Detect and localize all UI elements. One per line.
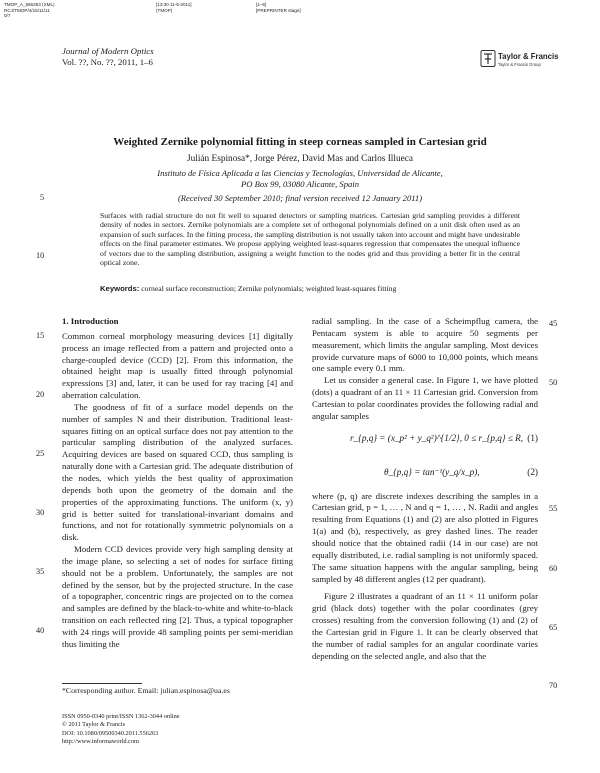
publisher-logo — [480, 50, 560, 74]
copyright: © 2011 Taylor & Francis — [62, 721, 126, 729]
line-number: 50 — [549, 378, 558, 387]
header-line: RCJ/TMOP/4/15/11/11 — [4, 7, 50, 13]
paragraph: radial sampling. In the case of a Scheimpflug camera, the Pentacam system is able to acquire 50 segments per measurement, which limits the angular sampling. Most devices provide curvature maps of 6000 to 10,000 points, which means one sample every 0.1 mm. — [312, 316, 538, 374]
paragraph: Figure 2 illustrates a quadrant of an 11 × 11 uniform polar grid (black dots) together with the polar coordinates (grey crosses) resulting from the conversion following (1) and (2) of the Cartesian grid in Figure 1. It can be clearly observed that the number of radial samples for an angular coordinate varies depending on the selected angle, and also that the — [312, 591, 538, 661]
line-number: 5 — [40, 193, 45, 202]
running-header-center — [156, 2, 192, 13]
running-header-left — [4, 2, 55, 19]
line-number: 70 — [549, 681, 558, 690]
header-line: TMOP_A_556263 (XML) — [4, 2, 55, 7]
header-line: [PREPRINTER stage] — [256, 7, 301, 13]
publisher-url[interactable]: http://www.informaworld.com — [62, 738, 139, 746]
paragraph: Modern CCD devices provide very high sampling density at the image plane, so selecting a set of nodes for surface fitting should not be a problem. Unfortunately, the samples are not defined by the sensor, but by the projected structure. In the case of a topographer, concentric rings are projected on to the cornea and samples are defined by the black-to-white and white-to-black transition on each reflected ring [2]. Thus, a typical topographer with 24 rings will provide 48 sampling points per semi-meridian thus limiting the — [62, 544, 293, 649]
line-number: 25 — [36, 449, 45, 458]
line-number: 65 — [549, 623, 558, 632]
line-number: 45 — [549, 319, 558, 328]
journal-info — [62, 46, 154, 68]
keywords — [100, 284, 520, 293]
affiliation-line: PO Box 99, 03080 Alicante, Spain — [241, 179, 359, 189]
journal-name: Journal of Modern Optics — [62, 46, 154, 56]
equation-body: r_{p,q} = (x_p² + y_q²)^{1/2}, 0 ≤ r_{p,q} ≤ R, — [350, 432, 524, 443]
publication-footer — [62, 713, 180, 747]
paragraph: Common corneal morphology measuring devices [1] digitally process an image reflected from a pattern and projected onto a charge-coupled device (CCD) [2]. From this information, the obtained height map is usually fitted through polynomial expressions [3] and, later, it can be used for ray tracing [4] and aberration calculation. — [62, 330, 293, 401]
running-header-right — [256, 2, 301, 13]
line-number: 15 — [36, 331, 45, 340]
equation-number: (2) — [527, 466, 538, 477]
equation-2 — [312, 465, 538, 491]
doi: DOI: 10.1080/09500340.2011.556263 — [62, 729, 159, 737]
header-line: [1–6] — [256, 2, 267, 7]
line-number: 55 — [549, 504, 558, 513]
publisher-group: Taylor & Francis Group — [498, 62, 541, 67]
line-number: 35 — [36, 567, 45, 576]
paper-title: Weighted Zernike polynomial fitting in steep corneas sampled in Cartesian grid — [113, 136, 487, 148]
equation-number: (1) — [527, 432, 538, 443]
keywords-text: corneal surface reconstruction; Zernike polynomials; weighted least-squares fitting — [141, 284, 397, 293]
affiliation-line: Instituto de Física Aplicada a las Ciencias y Tecnologías, Universidad de Alicante, — [157, 168, 443, 178]
paragraph: The goodness of fit of a surface model depends on the number of samples N and their distribution. Traditional least-squares fitting on an optical surface does not pay attention to the particular sampling distribution of the analyzed surfaces. Acquiring devices are based on squared CCD, thus sampling is naturally done with a Cartesian grid. The adequate distribution of the nodes, which yields the best quality of approximation depends both upon the geometry of the domain and the properties of the approximating functions. The uniform (x, y) grid is better suited for translational-invariant domains and functions, and not for rotationally symmetric polynomials on a disk. — [62, 401, 293, 543]
header-line: [13:30 11-5-2011] — [156, 2, 192, 7]
issn: ISSN 0950-0340 print/ISSN 1362-3044 online — [62, 713, 180, 720]
footnote-rule — [62, 683, 142, 684]
line-number: 20 — [36, 390, 45, 399]
footnote: *Corresponding author. Email: julian.espinosa@ua.es — [62, 686, 230, 695]
paragraph: where (p, q) are discrete indexes describing the samples in a Cartesian grid, p = 1, … , N and q = 1, … , N. Radii and angles resulting from Equations (1) and (2) are also plotted in Figures 1(a) and (b), respectively, as grey dashed lines. The reader should notice that the obtained radii (14 in our case) are not equally distributed, i.e. radial sampling is not uniformly spaced. The same situation happens with the angular sampling, being sampled by 48 different angles (12 per quadrant). — [312, 490, 538, 584]
header-line: 0/7 — [4, 13, 11, 19]
line-number: 30 — [36, 508, 45, 517]
equation-body: θ_{p,q} = tan⁻¹(y_q/x_p), — [384, 466, 480, 477]
left-column — [62, 316, 293, 651]
line-number: 40 — [36, 626, 45, 635]
section-heading: 1. Introduction — [62, 316, 119, 326]
line-number: 60 — [549, 564, 558, 573]
paragraph: Let us consider a general case. In Figure 1, we have plotted (dots) a quadrant of an 11 × 11 Cartesian grid. Conversion from Cartesian to polar coordinates provides the following radial and angular samples — [312, 375, 538, 421]
keywords-label: Keywords: — [100, 284, 140, 293]
paper-authors: Julián Espinosa*, Jorge Pérez, David Mas and Carlos Illueca — [187, 154, 413, 164]
received-dates — [40, 193, 560, 203]
line-number: 10 — [36, 251, 45, 260]
received-text: (Received 30 September 2010; final version received 12 January 2011) — [177, 193, 423, 203]
publisher-name: Taylor & Francis — [498, 52, 559, 61]
right-column — [312, 316, 538, 662]
equation-1 — [312, 429, 538, 465]
journal-volume: Vol. ??, No. ??, 2011, 1–6 — [62, 57, 153, 67]
header-line: (TMOP) — [156, 7, 173, 13]
paper-affiliation — [40, 168, 560, 190]
abstract: Surfaces with radial structure do not fit well to squared detectors or sampling matrices. Cartesian grid sampling provides a different density of nodes in sectors. Zernike polynomials are a complete set of orthogonal polynomials defined on a unit disk often used as an expansion of such surfaces. In the fitting process, the sampling distribution is not usually taken into account and might have undesirable effects on the final parameter estimates. We propose applying weighted least-squares regression that compensates the unequal influence of vectors due to the sampling distribution, assigning a weight function to the nodes grid and thus providing a better fit in the central optical zone. — [100, 211, 520, 268]
publisher-emblem-icon — [480, 50, 496, 70]
